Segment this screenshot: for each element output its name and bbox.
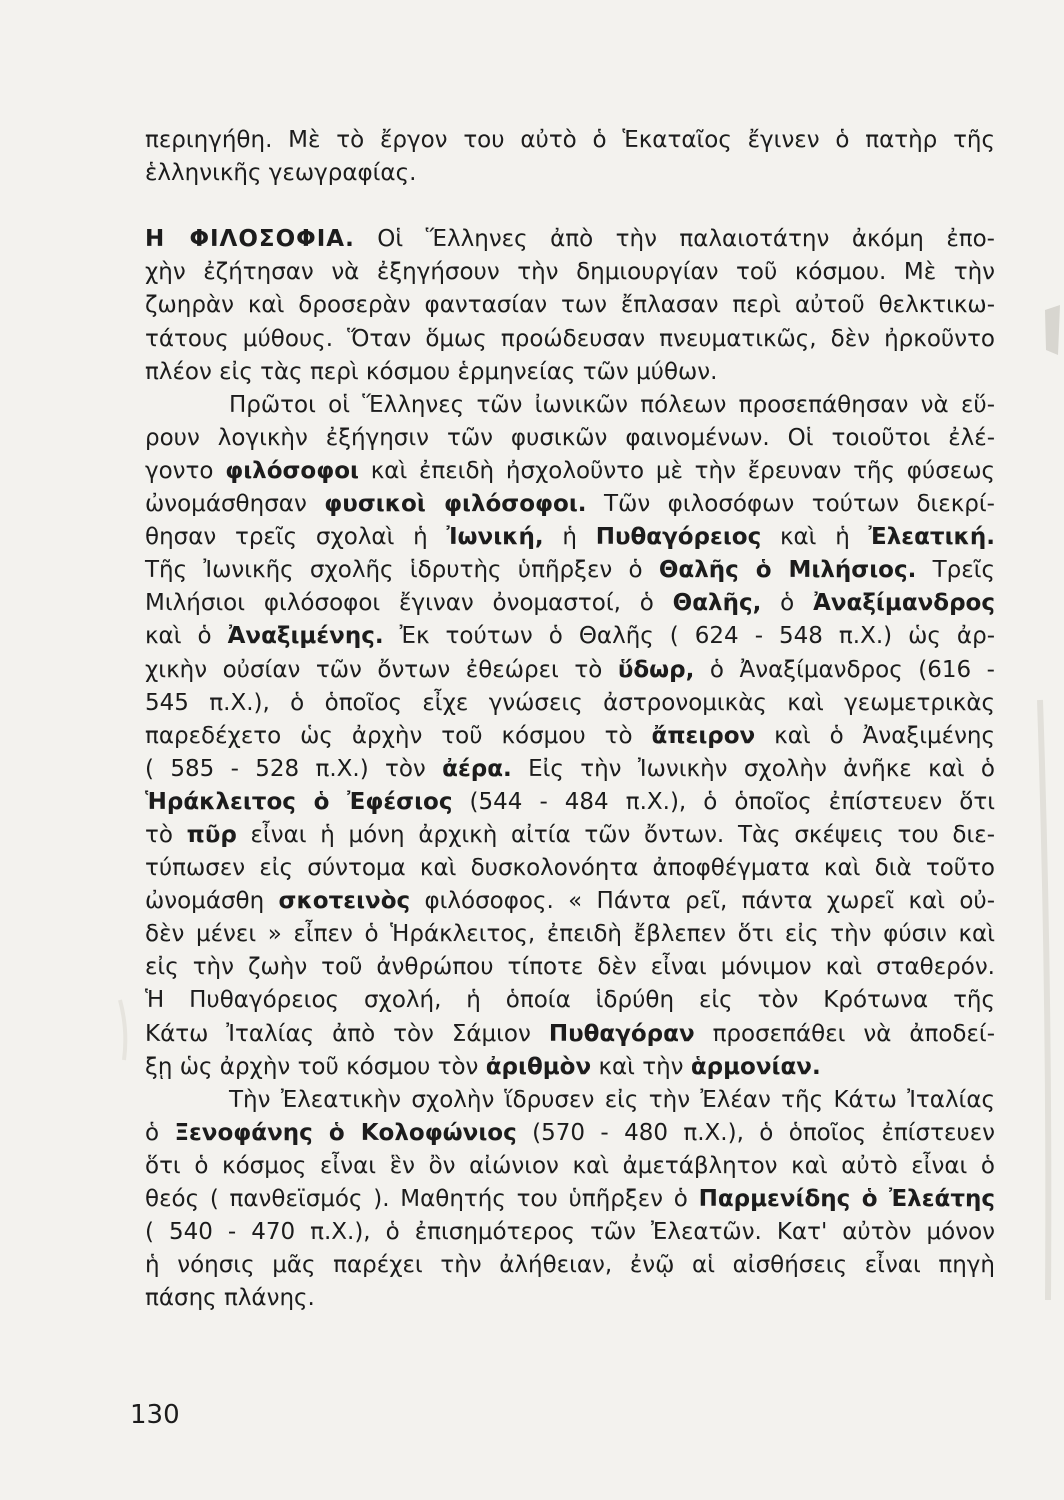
emphasized-term: Θαλῆς ὁ Μιλήσιος. [658, 557, 917, 584]
emphasized-term: Ἐλεατική. [868, 524, 995, 551]
text-run: καὶ ἡ [761, 524, 869, 551]
main-text [145, 124, 995, 1315]
text-run: εἶναι ἡ μόνη ἀρχικὴ αἰτία τῶν ὄντων. Τὰς σκέψεις του διε- [236, 821, 995, 848]
text-run: ρουν λογικὴν ἐξήγησιν τῶν φυσικῶν φαινομένων. Οἱ τοιοῦτοι ἐλέ- [145, 424, 995, 451]
emphasized-term: Πυθαγόρειος [595, 524, 762, 551]
text-run: δὲν μένει » εἶπεν ὁ Ἡράκλειτος, ἐπειδὴ ἔβλεπεν ὅτι εἰς τὴν φύσιν καὶ [145, 921, 995, 948]
emphasized-term: Ἰωνική, [446, 524, 544, 551]
emphasized-term: Ξενοφάνης ὁ Κολοφώνιος [174, 1119, 517, 1146]
text-run: παρεδέχετο ὡς ἀρχὴν τοῦ κόσμου τὸ [145, 722, 652, 749]
text-run: φιλόσοφος. « Πάντα ρεῖ, πάντα χωρεῖ καὶ οὐ- [410, 888, 995, 915]
text-run: καὶ ἐπειδὴ ἠσχολοῦντο μὲ τὴν ἔρευναν τῆς φύσεως [358, 457, 995, 484]
text-run: 545 π.Χ.), ὁ ὁποῖος εἶχε γνώσεις ἀστρονομικὰς καὶ γεωμετρικὰς [145, 689, 995, 716]
text-run: Τὴν Ἐλεατικὴν σχολὴν ἵδρυσεν εἰς τὴν Ἐλέαν τῆς Κάτω Ἰταλίας [229, 1086, 995, 1113]
text-run: καὶ τὴν [591, 1053, 691, 1080]
emphasized-term: Θαλῆς, [672, 590, 762, 617]
text-run: θεός ( πανθεϊσμός ). Μαθητής του ὑπῆρξεν ὁ [145, 1186, 699, 1212]
page-number: 130 [130, 1400, 180, 1430]
text-run: θησαν τρεῖς σχολαὶ ἡ [145, 524, 447, 551]
text-line [145, 720, 995, 753]
text-line [145, 190, 995, 223]
text-run: Οἱ Ἕλληνες ἀπὸ τὴν παλαιοτάτην ἀκόμη ἐπο- [354, 226, 995, 253]
text-line [145, 819, 995, 852]
text-line [145, 1183, 995, 1216]
emphasized-term: ἀριθμὸν [485, 1053, 592, 1080]
text-run: ὁ [761, 590, 814, 617]
emphasized-term: ὕδωρ, [617, 656, 695, 683]
text-run: Τρεῖς [916, 557, 995, 584]
emphasized-term: ἄπειρον [651, 722, 756, 749]
text-run: Εἰς τὴν Ἰωνικὴν σχολὴν ἀνῆκε καὶ ὁ [511, 755, 995, 782]
text-run: Ἐκ τούτων ὁ Θαλῆς ( 624 - 548 π.Χ.) ὡς ἀρ- [383, 623, 995, 650]
text-line [145, 654, 995, 687]
emphasized-term: Ἀναξίμανδρος [813, 590, 995, 617]
text-line [145, 984, 995, 1017]
text-line [145, 256, 995, 289]
text-line [145, 554, 995, 587]
text-run: ὁ [145, 1119, 175, 1146]
text-run: ( 585 - 528 π.Χ.) τὸν [145, 755, 443, 782]
text-line [145, 786, 995, 819]
text-line [145, 323, 995, 356]
text-run: (570 - 480 π.Χ.), ὁ ὁποῖος ἐπίστευεν [516, 1119, 995, 1146]
emphasized-term: Ἡράκλειτος ὁ Ἐφέσιος [145, 788, 453, 815]
text-run: περιηγήθη. Μὲ τὸ ἔργον του αὐτὸ ὁ Ἑκαταῖος ἔγινεν ὁ πατὴρ τῆς [145, 127, 995, 153]
text-line [145, 1282, 995, 1315]
text-line [145, 521, 995, 554]
text-line [145, 587, 995, 620]
text-line [145, 687, 995, 720]
text-run: καὶ ὁ [145, 623, 228, 650]
text-line [145, 1249, 995, 1282]
emphasized-term: φιλόσοφοι [225, 457, 359, 484]
text-run: τύπωσεν εἰς σύντομα καὶ δυσκολονόητα ἀποφθέγματα καὶ διὰ τοῦτο [145, 855, 995, 882]
emphasized-term: πῦρ [186, 821, 237, 848]
text-run: τὸ [145, 821, 187, 848]
text-run: ὠνομάσθησαν [145, 491, 325, 518]
emphasized-term: Ἀναξιμένης. [227, 623, 384, 650]
text-line [145, 753, 995, 786]
text-line [145, 356, 995, 389]
text-run: Μιλήσιοι φιλόσοφοι ἔγιναν ὀνομαστοί, ὁ [145, 590, 673, 617]
text-line [145, 852, 995, 885]
text-line [145, 951, 995, 984]
text-line [145, 289, 995, 322]
text-run: ἡ νόησις μᾶς παρέχει τὴν ἀλήθειαν, ἐνῷ αἱ αἰσθήσεις εἶναι πηγὴ [145, 1252, 995, 1279]
text-line [145, 1216, 995, 1249]
text-run: ὁ Ἀναξίμανδρος (616 - [694, 656, 995, 683]
text-line [145, 1051, 995, 1084]
text-run: (544 - 484 π.Χ.), ὁ ὁποῖος ἐπίστευεν ὅτι [452, 788, 995, 815]
text-run: Τῆς Ἰωνικῆς σχολῆς ἱδρυτὴς ὑπῆρξεν ὁ [145, 557, 659, 584]
text-run: ( 540 - 470 π.Χ.), ὁ ἐπισημότερος τῶν Ἐλεατῶν. Κατ' αὐτὸν μόνον [145, 1219, 995, 1246]
text-run: χὴν ἐζήτησαν νὰ ἐξηγήσουν τὴν δημιουργίαν τοῦ κόσμου. Μὲ τὴν [145, 259, 995, 286]
text-line [145, 1117, 995, 1150]
text-line [145, 620, 995, 653]
text-line [145, 124, 995, 157]
text-run: Ἡ Πυθαγόρειος σχολή, ἡ ὁποία ἱδρύθη εἰς τὸν Κρότωνα τῆς [145, 987, 995, 1014]
text-run: Τῶν φιλοσόφων τούτων διεκρί- [586, 491, 995, 518]
text-line [145, 885, 995, 918]
text-run: γοντο [145, 457, 226, 484]
text-line [145, 223, 995, 256]
text-run: ἑλληνικῆς γεωγραφίας. [145, 160, 417, 187]
text-line [145, 1084, 995, 1117]
text-line [145, 389, 995, 422]
text-line [145, 157, 995, 190]
text-run: Κάτω Ἰταλίας ἀπὸ τὸν Σάμιον [145, 1020, 549, 1047]
text-line [145, 1018, 995, 1051]
emphasized-term: Πυθαγόραν [548, 1020, 695, 1047]
text-run: Πρῶτοι οἱ Ἕλληνες τῶν ἰωνικῶν πόλεων προσεπάθησαν νὰ εὕ- [229, 391, 995, 418]
text-line [145, 1150, 995, 1183]
text-run: προσεπάθει νὰ ἀποδεί- [694, 1020, 995, 1047]
text-line [145, 918, 995, 951]
text-run: ξῃ ὡς ἀρχὴν τοῦ κόσμου τὸν [145, 1053, 486, 1080]
text-run: ὠνομάσθη [145, 888, 279, 915]
text-run: τάτους μύθους. Ὅταν ὅμως προώδευσαν πνευματικῶς, δὲν ἠρκοῦντο [145, 325, 995, 352]
emphasized-term: ἀέρα. [442, 755, 512, 782]
text-line [145, 422, 995, 455]
text-run: χικὴν οὐσίαν τῶν ὄντων ἐθεώρει τὸ [145, 656, 618, 683]
text-run: πάσης πλάνης. [145, 1285, 315, 1312]
text-run: καὶ ὁ Ἀναξιμένης [755, 722, 996, 749]
text-run: εἰς τὴν ζωὴν τοῦ ἀνθρώπου τίποτε δὲν εἶναι μόνιμον καὶ σταθερόν. [145, 954, 995, 981]
emphasized-term: ἁρμονίαν. [690, 1053, 821, 1080]
section-heading: Η ΦΙΛΟΣΟΦΙΑ. [145, 226, 355, 253]
text-line [145, 488, 995, 521]
text-run: ὅτι ὁ κόσμος εἶναι ἓν ὂν αἰώνιον καὶ ἀμετάβλητον καὶ αὐτὸ εἶναι ὁ [145, 1152, 995, 1179]
text-line [145, 455, 995, 488]
emphasized-term: φυσικοὶ φιλόσοφοι. [324, 491, 587, 518]
text-run: πλέον εἰς τὰς περὶ κόσμου ἑρμηνείας τῶν μύθων. [145, 358, 718, 385]
emphasized-term: Παρμενίδης ὁ Ἐλεάτης [698, 1186, 996, 1212]
text-run: ἡ [543, 524, 596, 551]
text-run: ζωηρὰν καὶ δροσερὰν φαντασίαν των ἔπλασαν περὶ αὐτοῦ θελκτικω- [145, 292, 995, 319]
emphasized-term: σκοτεινὸς [278, 888, 411, 915]
